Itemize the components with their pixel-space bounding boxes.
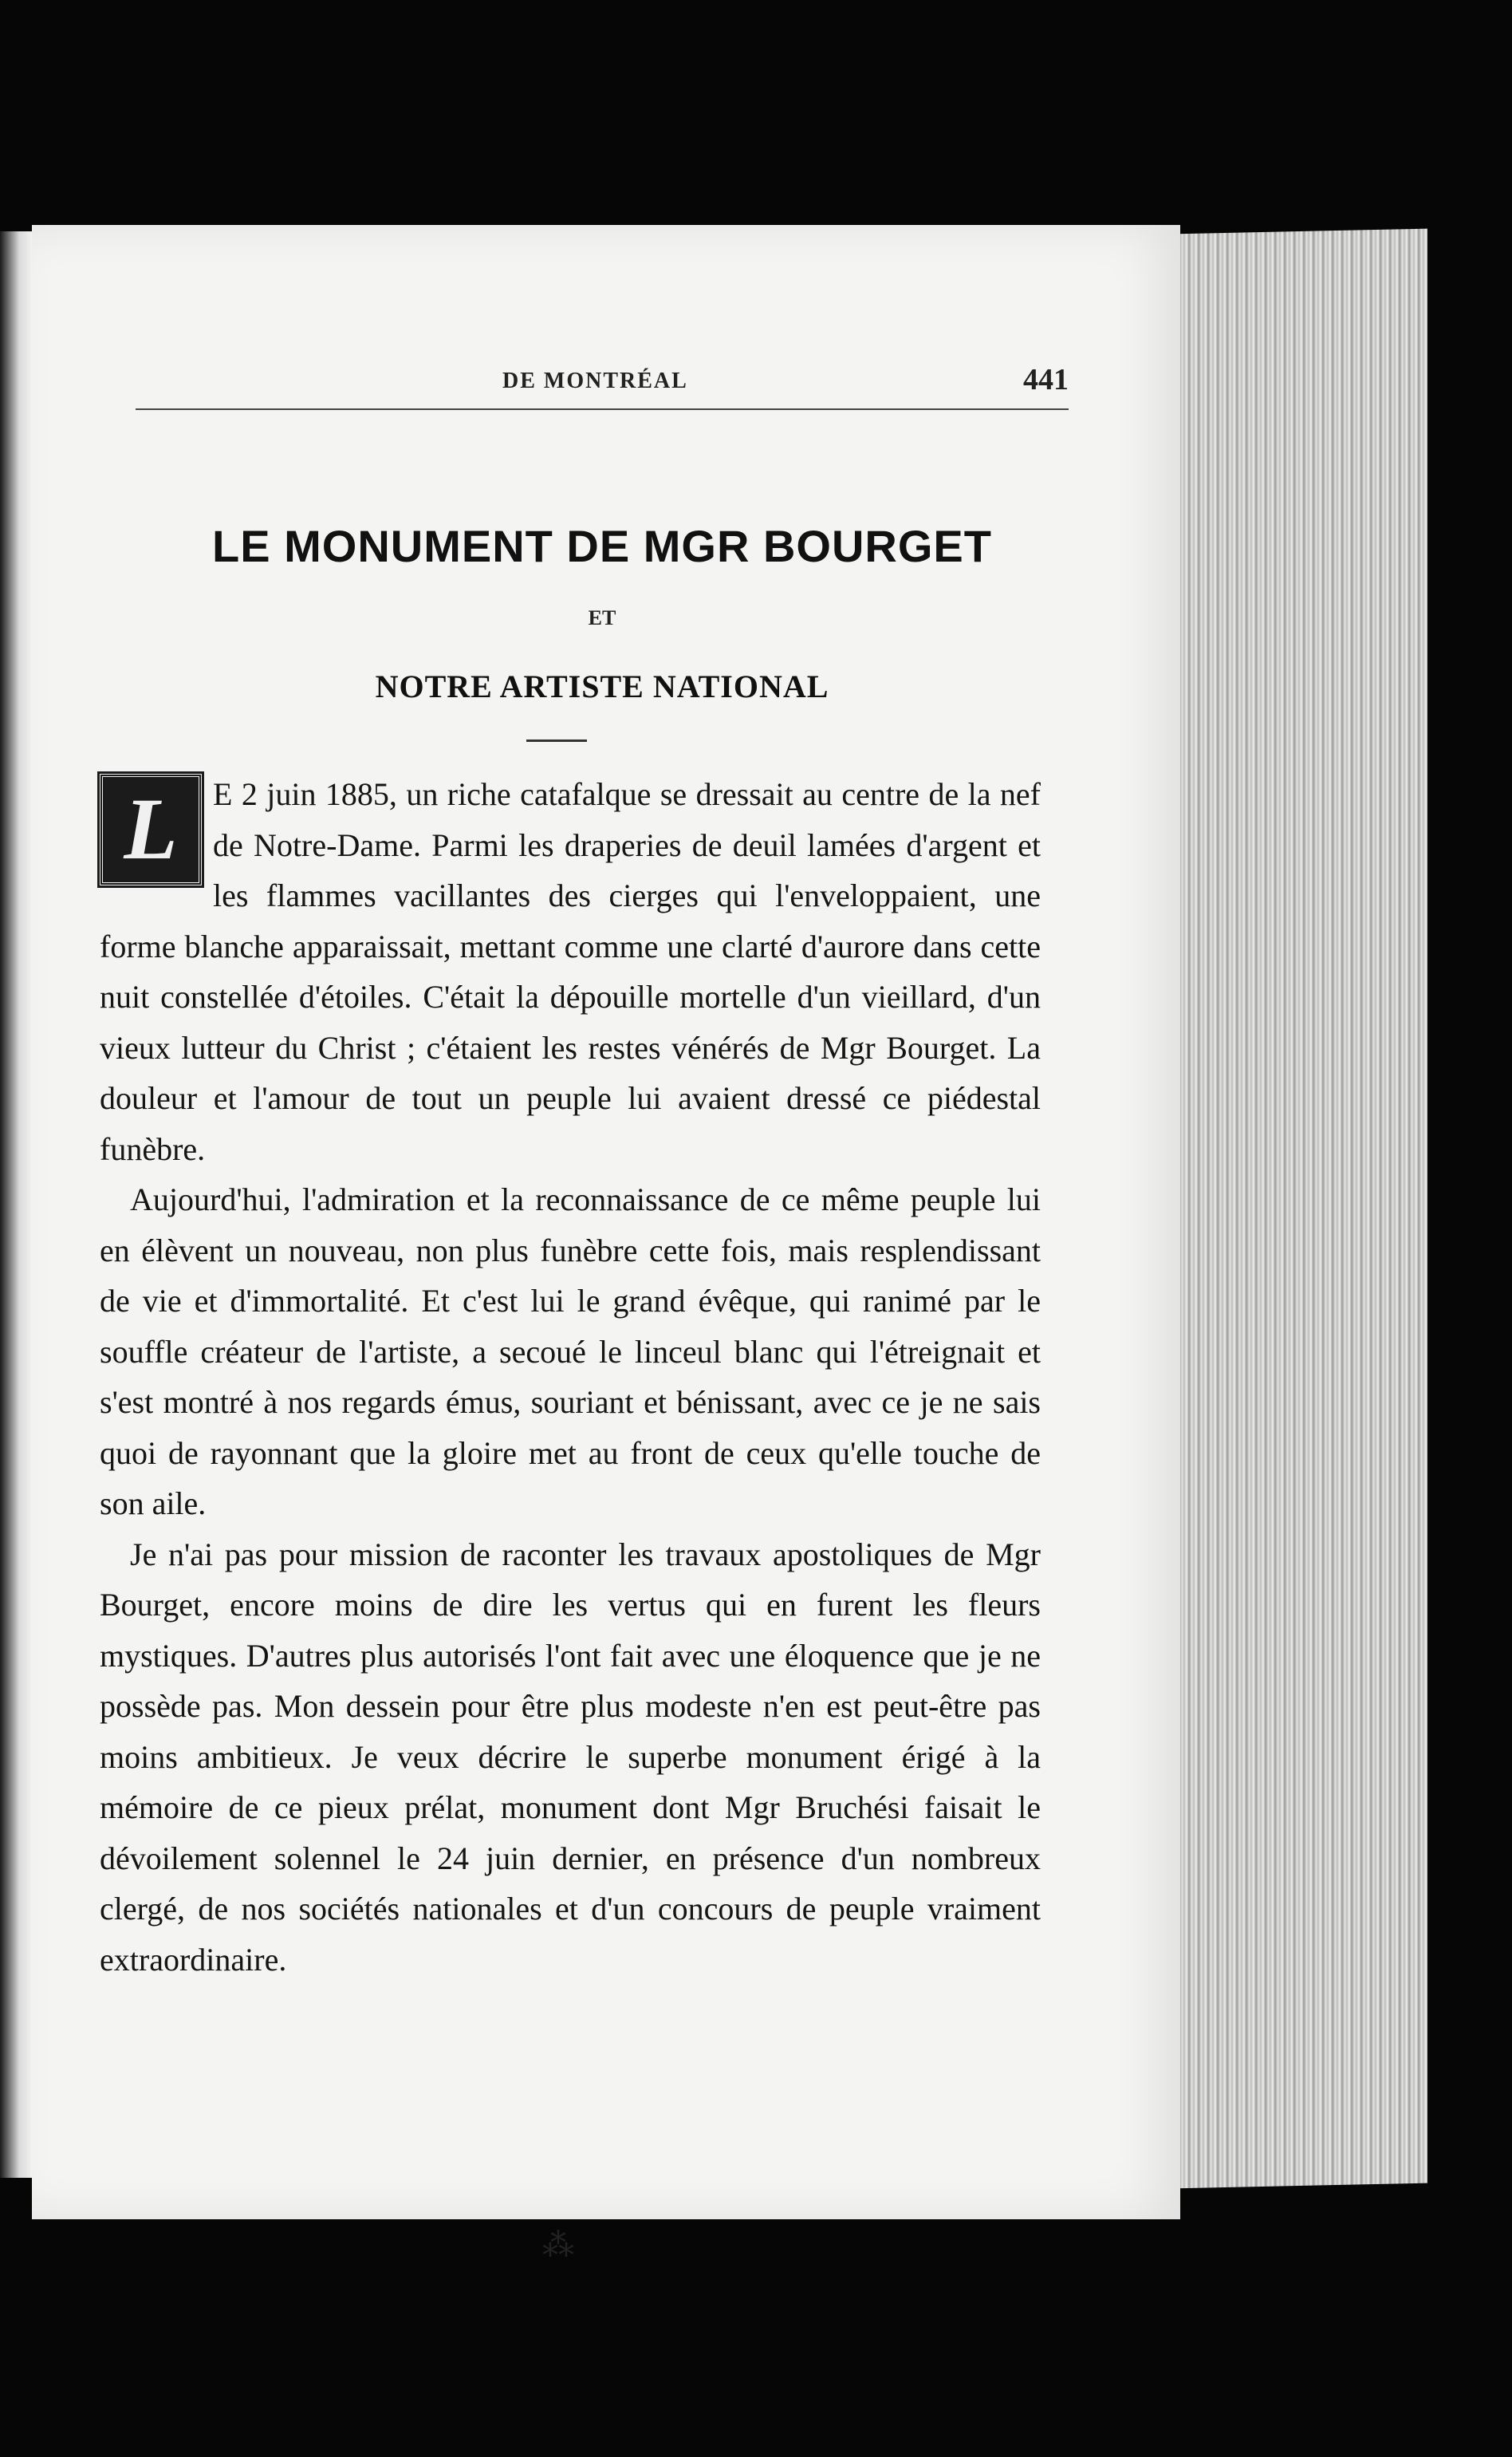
page-number: 441 xyxy=(1023,363,1069,396)
article-body xyxy=(100,769,1041,1985)
paragraph-1 xyxy=(100,769,1041,1174)
paragraph-3: Je n'ai pas pour mission de raconter les travaux apostoliques de Mgr Bourget, encore moins de dire les vertus qui en furent les fleurs mystiques. D'autres plus autorisés l'ont fait avec une éloquence que je ne possède pas. Mon dessein pour être plus modeste n'en est peut-être pas moins ambitieux. Je veux décrire le superbe monument érigé à la mémoire de ce pieux prélat, monument dont Mgr Bruchési faisait le dévoilement solennel le 24 juin dernier, en présence d'un nombreux clergé, de nos sociétés nationales et d'un concours de peuple vraiment extraordinaire. xyxy=(100,1536,1041,1978)
drop-cap: L xyxy=(100,774,202,885)
section-asterism: ⁂ xyxy=(542,2227,574,2263)
paragraph-2: Aujourd'hui, l'admiration et la reconnaissance de ce même peuple lui en élèvent un nouveau, non plus funèbre cette fois, mais resplendissant de vie et d'immortalité. Et c'est lui le grand évêque, qui ranimé par le souffle créateur de l'artiste, a secoué le linceul blanc qui l'étreignait et s'est montré à nos regards émus, souriant et bénissant, avec ce je ne sais quoi de rayonnant que la gloire met au front de ceux qu'elle touche de son aile. xyxy=(100,1181,1041,1521)
title-conjunction: ET xyxy=(588,606,616,629)
title-rule xyxy=(526,739,587,742)
running-head: DE MONTRÉAL xyxy=(502,369,688,393)
article-subtitle: NOTRE ARTISTE NATIONAL xyxy=(375,668,829,704)
article-title: LE MONUMENT DE MGR BOURGET xyxy=(212,521,992,571)
book-page-edges xyxy=(1172,229,1427,2189)
book-page xyxy=(32,225,1180,2263)
paragraph-1-text: E 2 juin 1885, un riche catafalque se dressait au centre de la nef de Notre-Dame. Parmi les draperies de deuil lamées d'argent et les flammes vacillantes des cierges qui l'enveloppaient, une forme blanche apparaissait, mettant comme une clarté d'aurore dans cette nuit constellée d'étoiles. C'était la dépouille mortelle d'un vieillard, d'un vieux lutteur du Christ ; c'étaient les restes vénérés de Mgr Bourget. La douleur et l'amour de tout un peuple lui avaient dressé ce piédestal funèbre. xyxy=(100,776,1041,1167)
book-left-edge xyxy=(0,231,32,2178)
page-header xyxy=(136,361,1069,410)
